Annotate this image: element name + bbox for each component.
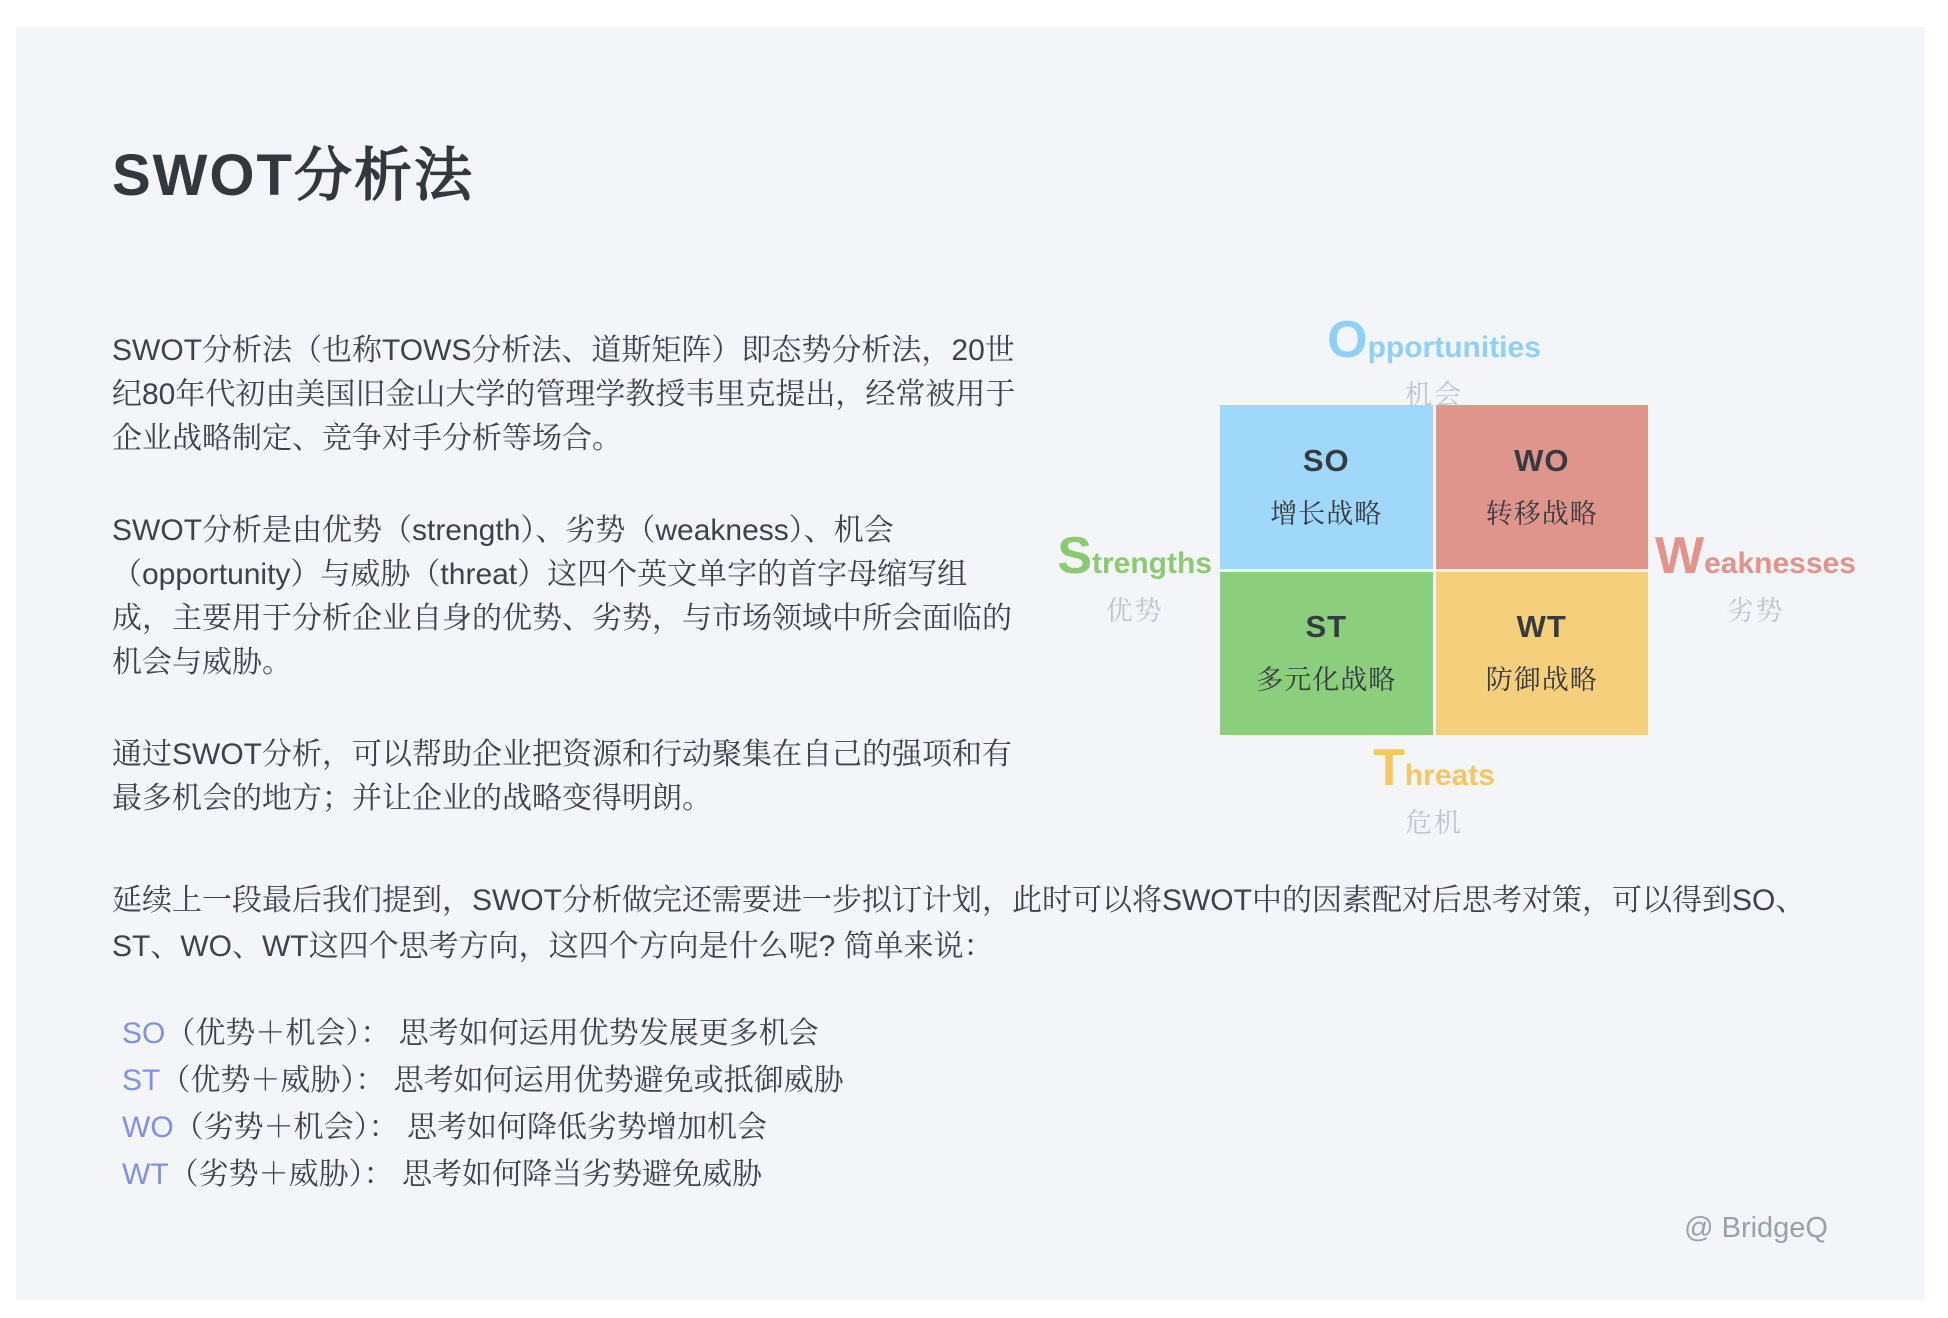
axis-threats-rest: hreats	[1404, 759, 1495, 792]
pairing-paragraph: 延续上一段最后我们提到，SWOT分析做完还需要进一步拟订计划，此时可以将SWOT中的因素配对后思考对策，可以得到SO、ST、WO、WT这四个思考方向，这四个方向是什么呢? 简单来说：	[112, 884, 1806, 963]
quadrant-wt-code: WT	[1516, 609, 1567, 645]
axis-label-strengths	[1057, 527, 1212, 628]
axis-strengths-zh: 优势	[1105, 596, 1164, 626]
list-item-wt-label: WT	[122, 1158, 169, 1191]
axis-weaknesses-zh: 劣势	[1726, 596, 1785, 626]
axis-strengths-word	[1057, 527, 1212, 585]
axis-weaknesses-word	[1655, 527, 1856, 585]
pairing-list	[122, 1010, 844, 1198]
axis-label-weaknesses	[1655, 527, 1856, 628]
list-item-wo-label: WO	[122, 1111, 174, 1144]
intro-paragraph-1: SWOT分析法（也称TOWS分析法、道斯矩阵）即态势分析法，20世纪80年代初由美国旧金山大学的管理学教授韦里克提出，经常被用于企业战略制定、竞争对手分析等场合。	[112, 334, 1016, 455]
axis-strengths-rest: trengths	[1092, 547, 1212, 580]
watermark: @ BridgeQ	[1684, 1212, 1828, 1244]
quadrant-wo	[1436, 405, 1649, 569]
axis-weaknesses-initial: W	[1655, 527, 1705, 585]
intro-paragraphs	[112, 329, 1020, 869]
intro-paragraph-2: SWOT分析是由优势（strength）、劣势（weakness）、机会（opportunity）与威胁（threat）这四个英文单字的首字母缩写组成，主要用于分析企业自身的优势、劣势，与市场领域中所会面临的机会与威胁。	[112, 514, 1012, 679]
axis-label-opportunities	[1327, 311, 1541, 412]
quadrant-wo-strategy: 转移战略	[1485, 498, 1598, 529]
list-item-so-text: （优势＋机会）： 思考如何运用优势发展更多机会	[165, 1017, 819, 1050]
list-item-wt	[122, 1151, 844, 1198]
axis-opportunities-word	[1327, 311, 1541, 369]
list-item-st-label: ST	[122, 1064, 161, 1097]
axis-weaknesses-rest: eaknesses	[1704, 547, 1856, 580]
quadrant-st-code: ST	[1305, 609, 1348, 645]
axis-threats-zh: 危机	[1405, 808, 1463, 838]
axis-opportunities-initial: O	[1327, 311, 1368, 369]
quadrant-wo-code: WO	[1514, 442, 1570, 478]
intro-paragraph-3: 通过SWOT分析，可以帮助企业把资源和行动聚集在自己的强项和有最多机会的地方；并让企业的战略变得明朗。	[112, 738, 1012, 815]
axis-threats-word	[1373, 739, 1495, 797]
quadrant-so	[1220, 405, 1433, 569]
axis-opportunities-zh: 机会	[1405, 380, 1463, 410]
axis-opportunities-rest: pportunities	[1367, 331, 1541, 364]
quadrant-wt	[1436, 572, 1649, 736]
quadrant-st-strategy: 多元化战略	[1256, 665, 1397, 696]
quadrant-wt-strategy: 防御战略	[1485, 665, 1598, 696]
page-title: SWOT分析法	[112, 143, 474, 208]
list-item-so	[122, 1010, 844, 1057]
quadrant-so-strategy: 增长战略	[1270, 498, 1383, 529]
list-item-st	[122, 1057, 844, 1104]
axis-strengths-initial: S	[1057, 527, 1092, 585]
list-item-wo-text: （劣势＋机会）： 思考如何降低劣势增加机会	[173, 1111, 767, 1144]
axis-threats-initial: T	[1373, 739, 1405, 797]
list-item-st-text: （优势＋威胁）： 思考如何运用优势避免或抵御威胁	[160, 1064, 844, 1097]
list-item-wt-text: （劣势＋威胁）： 思考如何降当劣势避免威胁	[168, 1158, 762, 1191]
quadrant-so-code: SO	[1302, 442, 1350, 478]
list-item-wo	[122, 1104, 844, 1151]
axis-label-threats	[1373, 739, 1495, 840]
quadrant-st	[1220, 572, 1433, 736]
list-item-so-label: SO	[122, 1017, 166, 1050]
swot-matrix	[1220, 405, 1648, 735]
